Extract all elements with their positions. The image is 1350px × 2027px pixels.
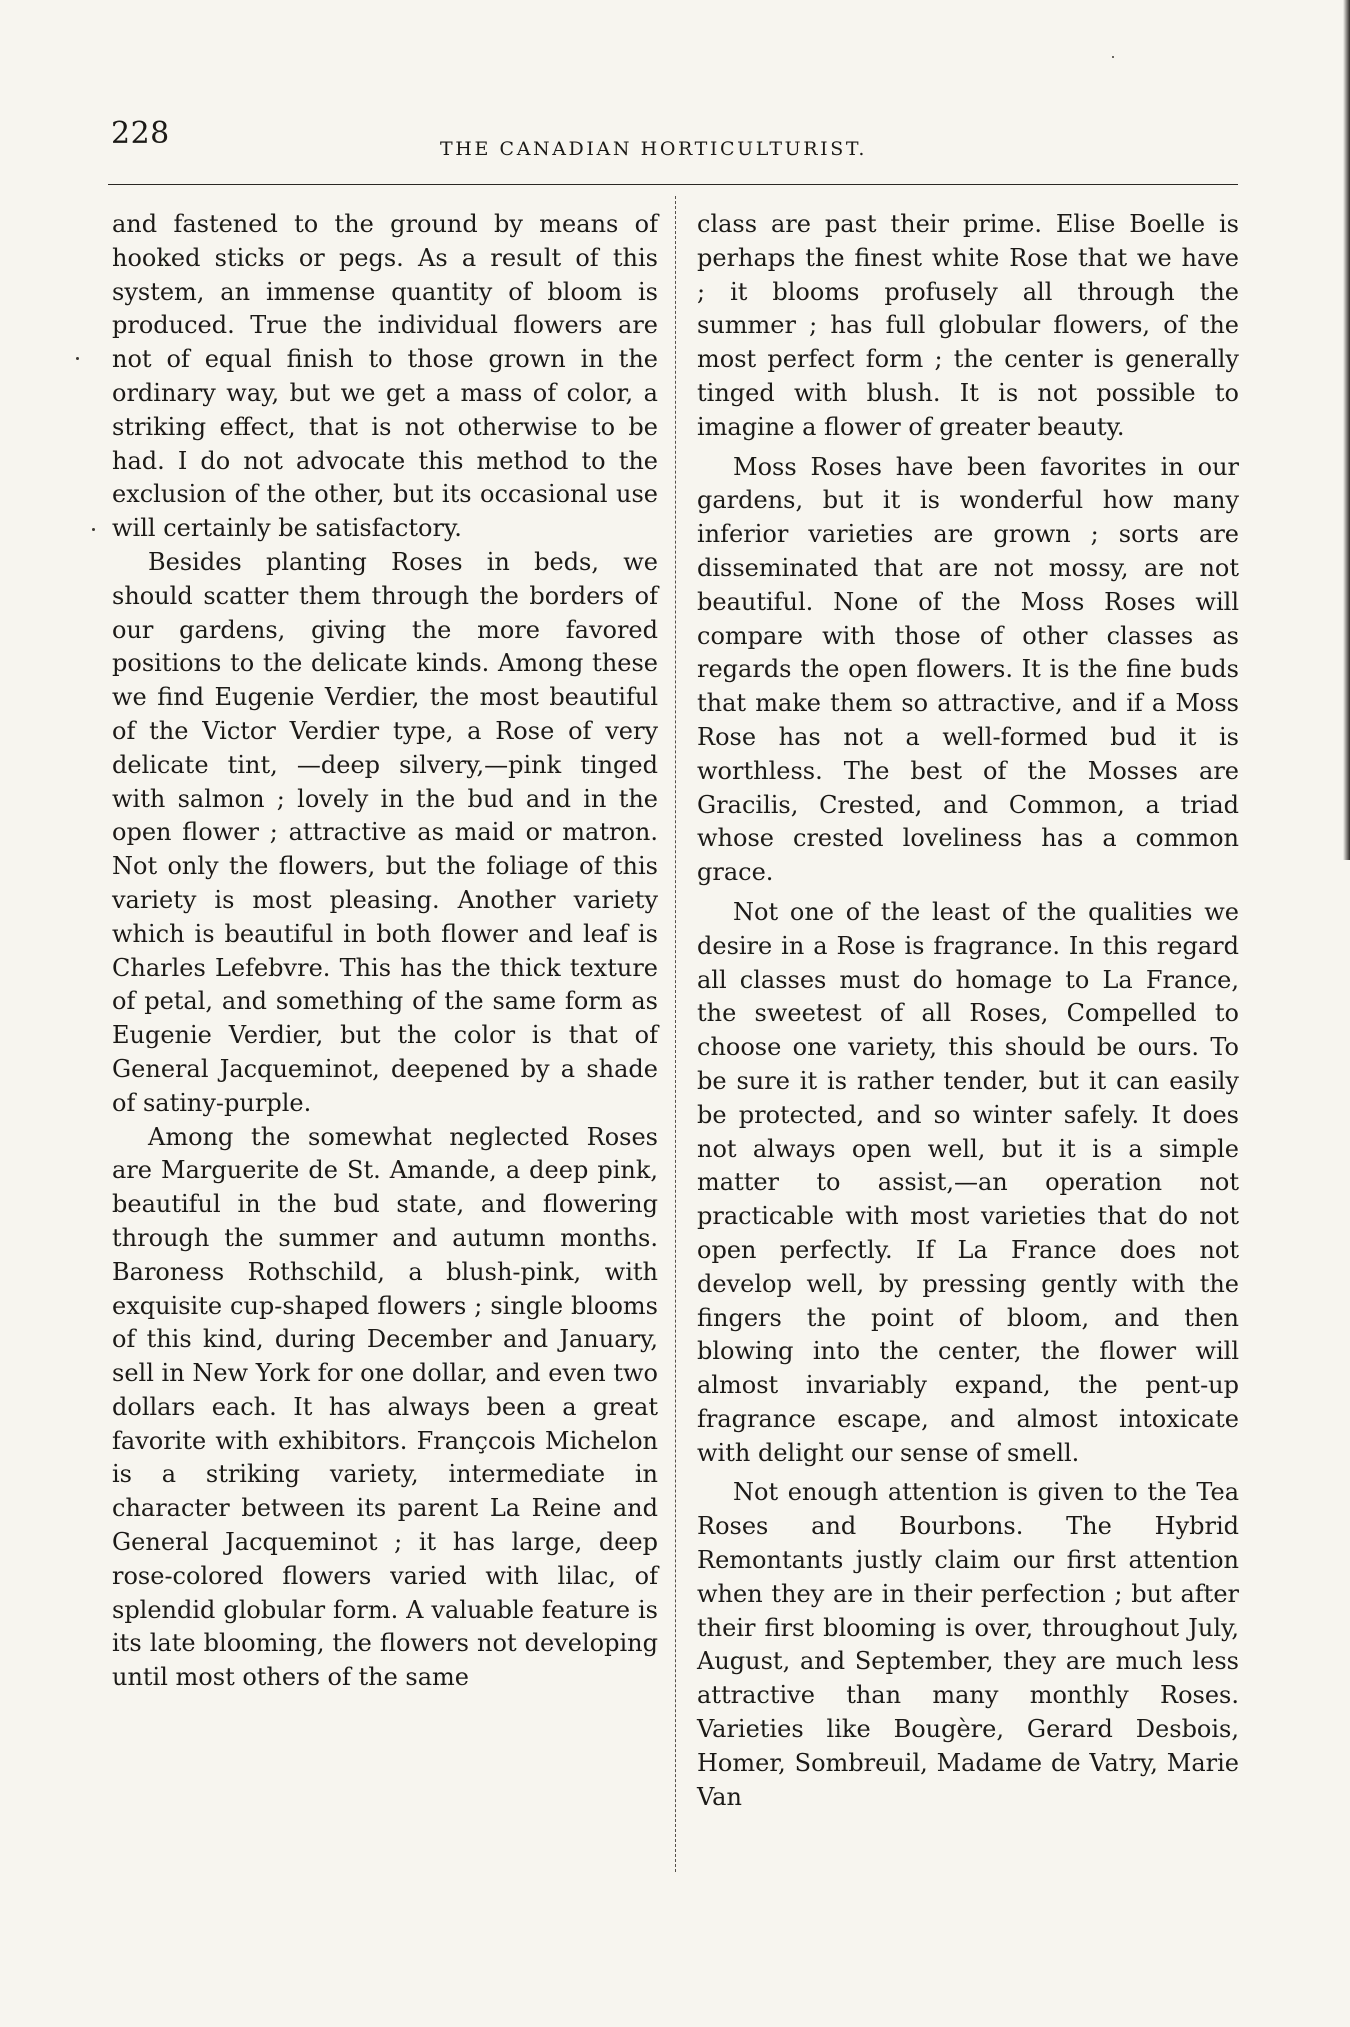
right-column <box>697 208 1239 1814</box>
paragraph: Moss Roses have been favorites in our gardens, but it is wonderful how many inferior varieties are grown ; sorts are disseminated that are not mossy, are not beautiful. None of the Moss Roses will compare with those of other classes as regards the open flowers. It is the fine buds that make them so attractive, and if a Moss Rose has not a well-formed bud it is worthless. The best of the Mosses are Gracilis, Crested, and Common, a triad whose crested loveliness has a common grace. <box>697 452 1239 887</box>
column-divider <box>675 196 676 1872</box>
paragraph: class are past their prime. Elise Boelle is perhaps the finest white Rose that we have ; it blooms profusely all through the summer ; has full globular flowers, of the most perfect form ; the center is generally tinged with blush. It is not possible to imagine a flower of greater beauty. <box>697 210 1239 441</box>
header-rule <box>108 184 1238 185</box>
paragraph: and fastened to the ground by means of hooked sticks or pegs. As a result of this system, an immense quantity of bloom is produced. True the individual flowers are not of equal finish to those grown in the ordinary way, but we get a mass of color, a striking effect, that is not otherwise to be had. I do not advocate this method to the exclusion of the other, but its occasional use will certainly be satisfactory. <box>112 210 658 543</box>
paragraph: Not one of the least of the qualities we desire in a Rose is fragrance. In this regard all classes must do homage to La France, the sweetest of all Roses, Compelled to choose one variety, this should be ours. To be sure it is rather tender, but it can easily be protected, and so winter safely. It does not always open well, but it is a simple matter to assist,—an operation not practicable with most varieties that do not open perfectly. If La France does not develop well, by pressing gently with the fingers the point of bloom, and then blowing into the center, the flower will almost invariably expand, the pent-up fragrance escape, and almost intoxicate with delight our sense of smell. <box>697 897 1239 1467</box>
paragraph: Among the somewhat neglected Roses are Marguerite de St. Amande, a deep pink, beautiful in the bud state, and flowering through the summer and autumn months. Baroness Rothschild, a blush-pink, with exquisite cup-shaped flowers ; single blooms of this kind, during December and January, sell in New York for one dollar, and even two dollars each. It has always been a great favorite with exhibitors. Françcois Michelon is a striking variety, intermediate in character between its parent La Reine and General Jacqueminot ; it has large, deep rose-colored flowers varied with lilac, of splendid globular form. A valuable feature is its late blooming, the flowers not developing until most others of the same <box>112 1122 658 1692</box>
paragraph: Besides planting Roses in beds, we should scatter them through the borders of our gardens, giving the more favored positions to the delicate kinds. Among these we find Eugenie Verdier, the most beautiful of the Victor Verdier type, a Rose of very delicate tint, —deep silvery,—pink tinged with salmon ; lovely in the bud and in the open flower ; attractive as maid or matron. Not only the flowers, but the foliage of this variety is most pleasing. Another variety which is beautiful in both flower and leaf is Charles Lefebvre. This has the thick texture of petal, and something of the same form as Eugenie Verdier, but the color is that of General Jacqueminot, deepened by a shade of satiny-purple. <box>112 547 658 1117</box>
scan-speck <box>1112 56 1114 58</box>
paragraph: Not enough attention is given to the Tea Roses and Bourbons. The Hybrid Remontants justly claim our first attention when they are in their perfection ; but after their first blooming is over, throughout July, August, and September, they are much less attractive than many monthly Roses. Varieties like Bougère, Gerard Desbois, Homer, Sombreuil, Madame de Vatry, Marie Van <box>697 1478 1239 1811</box>
binding-edge-shadow <box>1343 0 1350 860</box>
running-title: THE CANADIAN HORTICULTURIST. <box>440 138 868 160</box>
page-number: 228 <box>111 116 170 151</box>
scan-speck <box>92 528 95 531</box>
scan-speck <box>76 357 79 360</box>
left-column <box>112 208 658 1695</box>
